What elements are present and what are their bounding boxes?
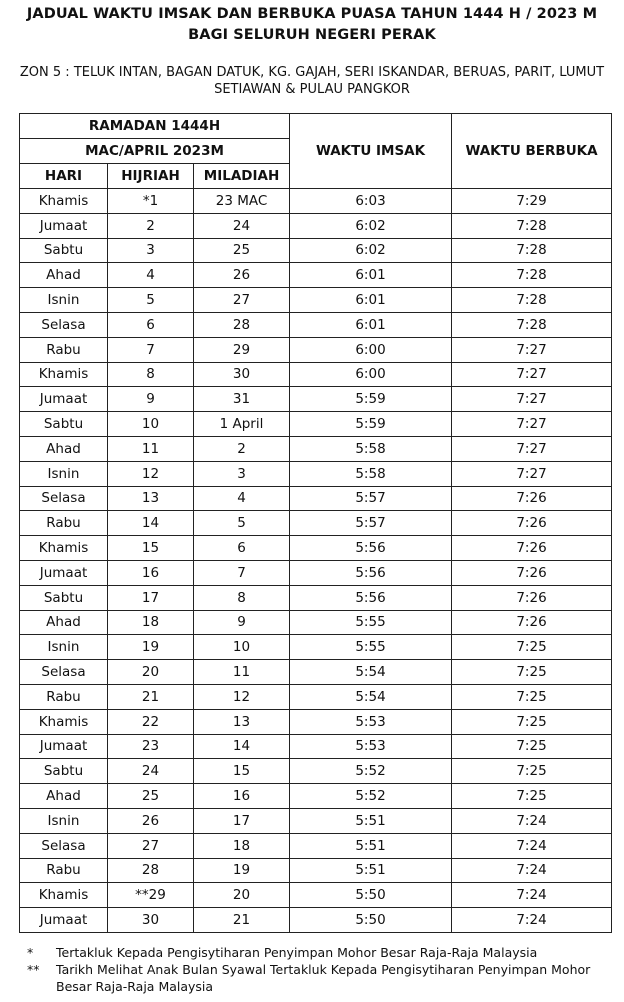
- cell-miladiah: 4: [194, 486, 290, 511]
- cell-hijriah: 12: [108, 461, 194, 486]
- cell-berbuka: 7:25: [452, 784, 612, 809]
- cell-imsak: 5:53: [290, 734, 452, 759]
- cell-berbuka: 7:26: [452, 486, 612, 511]
- cell-hijriah: 9: [108, 387, 194, 412]
- cell-miladiah: 15: [194, 759, 290, 784]
- cell-miladiah: 7: [194, 560, 290, 585]
- zone-line-1: ZON 5 : TELUK INTAN, BAGAN DATUK, KG. GAJAH, SERI ISKANDAR, BERUAS, PARIT, LUMUT: [19, 65, 605, 80]
- table-row: [20, 759, 612, 784]
- cell-hari: Jumaat: [20, 734, 108, 759]
- cell-imsak: 5:54: [290, 660, 452, 685]
- footnote: [27, 961, 617, 995]
- table-row: [20, 312, 612, 337]
- cell-hari: Rabu: [20, 684, 108, 709]
- cell-berbuka: 7:26: [452, 560, 612, 585]
- cell-hijriah: 25: [108, 784, 194, 809]
- footnote: [27, 944, 617, 961]
- cell-hari: Selasa: [20, 312, 108, 337]
- cell-imsak: 6:01: [290, 263, 452, 288]
- header-hari: HARI: [20, 164, 108, 189]
- header-hijriah: HIJRIAH: [108, 164, 194, 189]
- header-waktu-imsak: WAKTU IMSAK: [290, 114, 452, 189]
- cell-miladiah: 6: [194, 536, 290, 561]
- cell-hari: Rabu: [20, 858, 108, 883]
- cell-miladiah: 25: [194, 238, 290, 263]
- table-row: [20, 189, 612, 214]
- cell-imsak: 6:02: [290, 238, 452, 263]
- cell-imsak: 6:00: [290, 337, 452, 362]
- cell-hijriah: *1: [108, 189, 194, 214]
- cell-hijriah: 6: [108, 312, 194, 337]
- cell-imsak: 5:59: [290, 387, 452, 412]
- cell-hari: Ahad: [20, 263, 108, 288]
- cell-hari: Khamis: [20, 536, 108, 561]
- cell-hari: Jumaat: [20, 908, 108, 933]
- cell-miladiah: 17: [194, 808, 290, 833]
- table-row: [20, 560, 612, 585]
- cell-miladiah: 11: [194, 660, 290, 685]
- cell-miladiah: 9: [194, 610, 290, 635]
- table-row: [20, 461, 612, 486]
- cell-hijriah: 16: [108, 560, 194, 585]
- cell-hijriah: 17: [108, 585, 194, 610]
- cell-hijriah: 13: [108, 486, 194, 511]
- cell-imsak: 5:52: [290, 784, 452, 809]
- zone-description: [8, 64, 616, 98]
- cell-berbuka: 7:25: [452, 684, 612, 709]
- cell-miladiah: 21: [194, 908, 290, 933]
- table-row: [20, 213, 612, 238]
- cell-hari: Khamis: [20, 362, 108, 387]
- cell-imsak: 5:56: [290, 560, 452, 585]
- cell-imsak: 5:52: [290, 759, 452, 784]
- cell-hijriah: 8: [108, 362, 194, 387]
- cell-imsak: 5:50: [290, 908, 452, 933]
- cell-berbuka: 7:25: [452, 759, 612, 784]
- cell-berbuka: 7:28: [452, 213, 612, 238]
- cell-imsak: 6:00: [290, 362, 452, 387]
- cell-imsak: 6:03: [290, 189, 452, 214]
- cell-miladiah: 31: [194, 387, 290, 412]
- cell-berbuka: 7:29: [452, 189, 612, 214]
- cell-berbuka: 7:27: [452, 436, 612, 461]
- cell-berbuka: 7:25: [452, 660, 612, 685]
- table-row: [20, 858, 612, 883]
- cell-hari: Jumaat: [20, 560, 108, 585]
- table-row: [20, 585, 612, 610]
- cell-imsak: 6:01: [290, 288, 452, 313]
- table-row: [20, 833, 612, 858]
- cell-hari: Khamis: [20, 709, 108, 734]
- cell-berbuka: 7:25: [452, 635, 612, 660]
- cell-hari: Sabtu: [20, 412, 108, 437]
- footnote-mark: *: [27, 945, 34, 960]
- table-row: [20, 436, 612, 461]
- cell-hijriah: 22: [108, 709, 194, 734]
- header-month: MAC/APRIL 2023M: [20, 139, 290, 164]
- cell-miladiah: 13: [194, 709, 290, 734]
- cell-berbuka: 7:26: [452, 610, 612, 635]
- footnote-text: Tertakluk Kepada Pengisytiharan Penyimpan Mohor Besar Raja-Raja Malaysia: [56, 945, 538, 960]
- cell-miladiah: 8: [194, 585, 290, 610]
- cell-berbuka: 7:25: [452, 709, 612, 734]
- cell-hijriah: 26: [108, 808, 194, 833]
- cell-imsak: 5:56: [290, 536, 452, 561]
- cell-imsak: 5:57: [290, 511, 452, 536]
- cell-miladiah: 23 MAC: [194, 189, 290, 214]
- cell-imsak: 5:59: [290, 412, 452, 437]
- cell-hijriah: 7: [108, 337, 194, 362]
- cell-berbuka: 7:24: [452, 858, 612, 883]
- cell-miladiah: 14: [194, 734, 290, 759]
- cell-hijriah: 18: [108, 610, 194, 635]
- table-row: [20, 908, 612, 933]
- cell-hijriah: 19: [108, 635, 194, 660]
- cell-hari: Isnin: [20, 808, 108, 833]
- cell-hari: Ahad: [20, 436, 108, 461]
- cell-berbuka: 7:27: [452, 412, 612, 437]
- cell-hari: Isnin: [20, 288, 108, 313]
- table-row: [20, 734, 612, 759]
- cell-imsak: 5:50: [290, 883, 452, 908]
- cell-imsak: 5:51: [290, 808, 452, 833]
- table-row: [20, 784, 612, 809]
- cell-imsak: 5:55: [290, 610, 452, 635]
- cell-hijriah: 15: [108, 536, 194, 561]
- cell-hari: Rabu: [20, 337, 108, 362]
- cell-hijriah: 30: [108, 908, 194, 933]
- cell-hijriah: 28: [108, 858, 194, 883]
- cell-hijriah: 27: [108, 833, 194, 858]
- cell-imsak: 6:02: [290, 213, 452, 238]
- cell-berbuka: 7:28: [452, 263, 612, 288]
- cell-hijriah: **29: [108, 883, 194, 908]
- cell-berbuka: 7:27: [452, 461, 612, 486]
- cell-berbuka: 7:28: [452, 312, 612, 337]
- table-row: [20, 511, 612, 536]
- cell-hari: Sabtu: [20, 759, 108, 784]
- cell-berbuka: 7:27: [452, 362, 612, 387]
- cell-imsak: 5:58: [290, 436, 452, 461]
- cell-berbuka: 7:28: [452, 238, 612, 263]
- cell-hijriah: 10: [108, 412, 194, 437]
- schedule-table: [19, 113, 612, 933]
- cell-miladiah: 28: [194, 312, 290, 337]
- zone-line-2: SETIAWAN & PULAU PANGKOR: [214, 82, 410, 97]
- table-row: [20, 808, 612, 833]
- cell-berbuka: 7:27: [452, 387, 612, 412]
- cell-hari: Selasa: [20, 486, 108, 511]
- cell-berbuka: 7:25: [452, 734, 612, 759]
- footnotes: [27, 944, 617, 995]
- cell-imsak: 5:58: [290, 461, 452, 486]
- cell-imsak: 5:51: [290, 833, 452, 858]
- cell-hari: Selasa: [20, 833, 108, 858]
- page-title: JADUAL WAKTU IMSAK DAN BERBUKA PUASA TAHUN 1444 H / 2023 M: [26, 6, 598, 22]
- cell-miladiah: 20: [194, 883, 290, 908]
- cell-berbuka: 7:26: [452, 585, 612, 610]
- cell-miladiah: 16: [194, 784, 290, 809]
- table-row: [20, 337, 612, 362]
- table-row: [20, 684, 612, 709]
- cell-berbuka: 7:24: [452, 908, 612, 933]
- cell-miladiah: 26: [194, 263, 290, 288]
- cell-miladiah: 1 April: [194, 412, 290, 437]
- cell-imsak: 5:56: [290, 585, 452, 610]
- cell-miladiah: 10: [194, 635, 290, 660]
- table-row: [20, 635, 612, 660]
- cell-hijriah: 5: [108, 288, 194, 313]
- cell-hijriah: 4: [108, 263, 194, 288]
- cell-hari: Rabu: [20, 511, 108, 536]
- cell-imsak: 5:51: [290, 858, 452, 883]
- table-row: [20, 660, 612, 685]
- cell-hijriah: 20: [108, 660, 194, 685]
- table-row: [20, 387, 612, 412]
- cell-hijriah: 21: [108, 684, 194, 709]
- cell-hijriah: 2: [108, 213, 194, 238]
- cell-hijriah: 23: [108, 734, 194, 759]
- cell-miladiah: 18: [194, 833, 290, 858]
- cell-berbuka: 7:26: [452, 536, 612, 561]
- cell-imsak: 6:01: [290, 312, 452, 337]
- cell-miladiah: 19: [194, 858, 290, 883]
- cell-hari: Khamis: [20, 189, 108, 214]
- cell-hari: Jumaat: [20, 213, 108, 238]
- cell-berbuka: 7:24: [452, 833, 612, 858]
- cell-hari: Khamis: [20, 883, 108, 908]
- cell-hari: Ahad: [20, 784, 108, 809]
- table-row: [20, 288, 612, 313]
- cell-hari: Jumaat: [20, 387, 108, 412]
- cell-imsak: 5:55: [290, 635, 452, 660]
- cell-miladiah: 24: [194, 213, 290, 238]
- cell-hijriah: 11: [108, 436, 194, 461]
- cell-imsak: 5:54: [290, 684, 452, 709]
- table-row: [20, 263, 612, 288]
- cell-berbuka: 7:27: [452, 337, 612, 362]
- table-row: [20, 486, 612, 511]
- footnote-text: Tarikh Melihat Anak Bulan Syawal Tertakluk Kepada Pengisytiharan Penyimpan Mohor Besar Raja-Raja Malaysia: [56, 962, 591, 994]
- cell-berbuka: 7:24: [452, 883, 612, 908]
- cell-miladiah: 3: [194, 461, 290, 486]
- cell-berbuka: 7:24: [452, 808, 612, 833]
- header-miladiah: MILADIAH: [194, 164, 290, 189]
- footnote-mark: **: [27, 962, 40, 977]
- table-row: [20, 536, 612, 561]
- table-row: [20, 610, 612, 635]
- cell-hijriah: 24: [108, 759, 194, 784]
- cell-imsak: 5:57: [290, 486, 452, 511]
- table-row: [20, 412, 612, 437]
- table-row: [20, 238, 612, 263]
- cell-hijriah: 14: [108, 511, 194, 536]
- cell-hijriah: 3: [108, 238, 194, 263]
- cell-hari: Ahad: [20, 610, 108, 635]
- cell-hari: Selasa: [20, 660, 108, 685]
- table-row: [20, 709, 612, 734]
- cell-hari: Sabtu: [20, 585, 108, 610]
- cell-miladiah: 27: [194, 288, 290, 313]
- table-body: [20, 189, 612, 933]
- header-waktu-berbuka: WAKTU BERBUKA: [452, 114, 612, 189]
- table-row: [20, 362, 612, 387]
- cell-hari: Sabtu: [20, 238, 108, 263]
- cell-berbuka: 7:28: [452, 288, 612, 313]
- cell-miladiah: 30: [194, 362, 290, 387]
- cell-imsak: 5:53: [290, 709, 452, 734]
- cell-miladiah: 29: [194, 337, 290, 362]
- cell-hari: Isnin: [20, 461, 108, 486]
- page-subtitle: BAGI SELURUH NEGERI PERAK: [188, 27, 436, 43]
- table-row: [20, 883, 612, 908]
- cell-miladiah: 5: [194, 511, 290, 536]
- cell-berbuka: 7:26: [452, 511, 612, 536]
- header-ramadan: RAMADAN 1444H: [20, 114, 290, 139]
- cell-miladiah: 12: [194, 684, 290, 709]
- cell-hari: Isnin: [20, 635, 108, 660]
- cell-miladiah: 2: [194, 436, 290, 461]
